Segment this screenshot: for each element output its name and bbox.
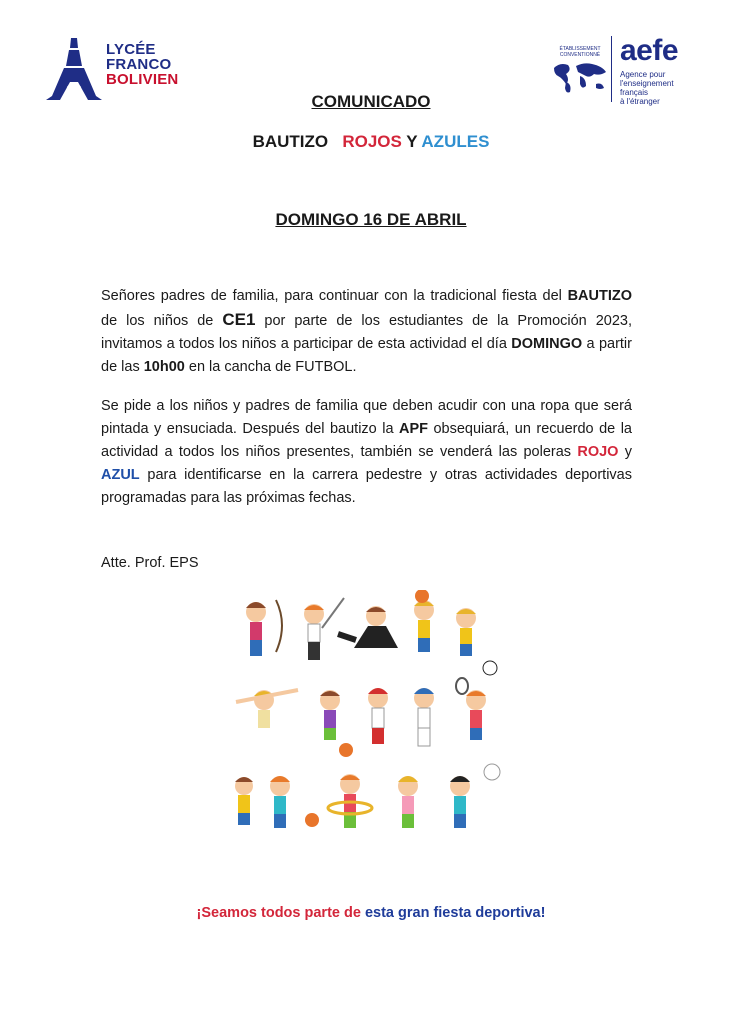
paragraph-invitation — [101, 285, 632, 379]
kid-dancer — [398, 776, 418, 828]
kid-tennis — [456, 678, 486, 740]
event-title-y: Y — [406, 132, 418, 151]
world-map-icon — [552, 60, 608, 96]
logo-line-bolivien: BOLIVIEN — [106, 71, 179, 88]
kid-runner — [270, 776, 319, 828]
p2-apf: APF — [399, 421, 428, 437]
p2-text-1: Se pide a los niños y padres de familia que deben acudir con una ropa que será pintada y ensuciada. Después del bautizo la — [101, 398, 632, 437]
kid-volleyball — [320, 690, 353, 757]
event-title-prefix: BAUTIZO — [252, 132, 329, 151]
slogan-part2: esta gran fiesta deportiva! — [364, 905, 546, 921]
kid-volleyball-server — [450, 764, 500, 828]
aefe-small-line2: CONVENTIONNÉ — [559, 52, 601, 58]
aefe-desc-line3: à l'étranger — [620, 97, 660, 106]
kid-archer — [246, 600, 282, 656]
kid-basketball — [414, 590, 434, 652]
p2-azul: AZUL — [101, 467, 140, 483]
p1-time: 10h00 — [143, 359, 185, 375]
aefe-small-caption — [550, 46, 610, 58]
kid-cheer — [235, 777, 253, 825]
aefe-wordmark: aefe — [620, 34, 679, 67]
p1-text-4: a partir de las — [101, 336, 632, 375]
kid-soccer — [456, 608, 497, 675]
kid-batter — [414, 688, 434, 746]
paragraph-details — [101, 395, 632, 510]
kid-golfer — [304, 598, 344, 660]
kid-baseball — [368, 688, 388, 744]
event-date: DOMINGO 16 DE ABRIL — [275, 210, 467, 229]
p1-domingo: DOMINGO — [511, 336, 583, 352]
p2-rojo: ROJO — [577, 444, 619, 460]
logo-line-lycee: LYCÉE — [106, 41, 156, 58]
event-title — [0, 132, 742, 152]
aefe-desc-line1: Agence pour — [620, 70, 666, 79]
event-title-azules: AZULES — [421, 132, 490, 151]
document-title: COMUNICADO — [311, 92, 431, 111]
p1-text-3: por parte de los estudiantes de la Promoción 2023, invitamos a todos los niños a participar de esta actividad el día — [101, 313, 632, 352]
closing-slogan — [0, 905, 742, 921]
logo-line-franco: FRANCO — [106, 56, 172, 73]
p1-text-1: Señores padres de familia, para continuar con la tradicional fiesta del — [101, 288, 568, 304]
p2-text-4: para identificarse en la carrera pedestre y otras actividades deportivas programadas para las próximas fechas. — [101, 467, 632, 506]
p1-bautizo: BAUTIZO — [567, 288, 632, 304]
p2-text-3: y — [618, 444, 632, 460]
aefe-small-line1: ÉTABLISSEMENT — [559, 46, 601, 52]
slogan-part1: ¡Seamos todos parte de — [196, 905, 365, 921]
kids-sports-illustration — [226, 590, 516, 855]
aefe-desc-line2: l'enseignement français — [620, 79, 674, 97]
p1-text-2: de los niños de — [101, 313, 223, 329]
p1-ce1: CE1 — [222, 310, 256, 329]
kid-gymnast — [236, 690, 298, 728]
signature: Atte. Prof. EPS — [101, 555, 199, 571]
kid-hula-hoop — [328, 774, 372, 828]
kid-karate — [338, 606, 398, 648]
event-title-rojos: ROJOS — [342, 132, 402, 151]
p2-text-2: obsequiará, un recuerdo de la actividad a todos los niños presentes, también se venderá las poleras — [101, 421, 632, 460]
p1-text-5: en la cancha de FUTBOL. — [184, 359, 357, 375]
